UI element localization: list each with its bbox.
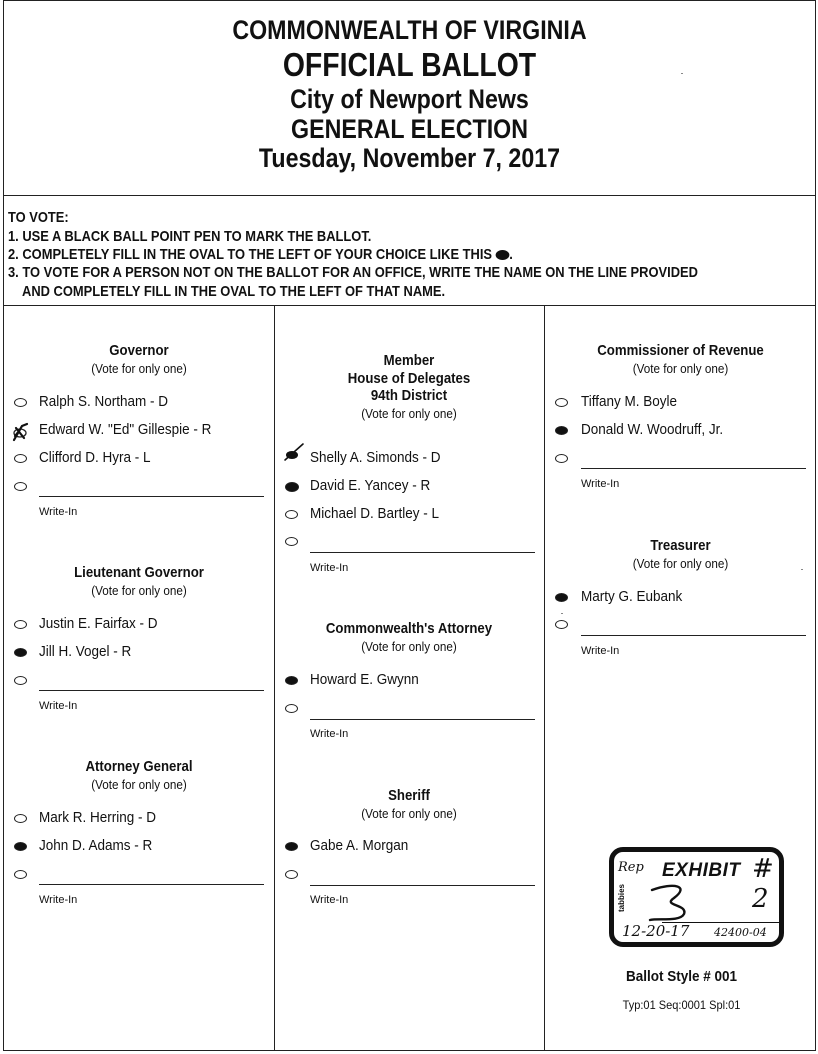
candidate-name: Gabe A. Morgan: [310, 837, 409, 854]
office-title: Commonwealth's Attorney: [325, 620, 493, 637]
write-in-oval[interactable]: [285, 870, 298, 879]
candidate-name: Donald W. Woodruff, Jr.: [581, 421, 724, 438]
ballot-oval[interactable]: [14, 814, 27, 823]
write-in-label: Write-In: [39, 894, 78, 906]
office-title: Governor: [109, 342, 169, 359]
instruction-step-1: 1. USE A BLACK BALL POINT PEN TO MARK THE BALLOT.: [8, 228, 372, 245]
handwritten-mark-icon[interactable]: [10, 420, 32, 444]
ballot-sheet: [3, 0, 816, 1051]
ballot-title: OFFICIAL BALLOT: [282, 46, 537, 83]
instruction-step-2: 2. COMPLETELY FILL IN THE OVAL TO THE LEFT OF YOUR CHOICE LIKE THIS .: [8, 246, 513, 263]
write-in-oval[interactable]: [14, 482, 27, 491]
ballot-oval-filled[interactable]: [14, 648, 27, 657]
ballot-oval-filled[interactable]: [285, 482, 299, 492]
ballot-oval[interactable]: [555, 398, 568, 407]
write-in-line[interactable]: [581, 635, 806, 636]
write-in-oval[interactable]: [555, 620, 568, 629]
vote-for-one-note: (Vote for only one): [361, 806, 457, 821]
election-type: GENERAL ELECTION: [291, 114, 528, 144]
write-in-line[interactable]: [39, 496, 264, 497]
office-title: Attorney General: [85, 758, 193, 775]
write-in-line[interactable]: [310, 552, 535, 553]
instructions-heading: TO VOTE:: [8, 209, 69, 226]
office-title-line-2: House of Delegates: [347, 370, 471, 387]
ballot-oval[interactable]: [14, 398, 27, 407]
office-title: Commissioner of Revenue: [597, 342, 764, 359]
write-in-label: Write-In: [310, 562, 349, 574]
write-in-label: Write-In: [581, 645, 620, 657]
write-in-line[interactable]: [39, 690, 264, 691]
vote-for-one-note: (Vote for only one): [91, 777, 187, 792]
exhibit-reporter: Rep: [618, 860, 644, 875]
write-in-line[interactable]: [39, 884, 264, 885]
write-in-label: Write-In: [39, 700, 78, 712]
write-in-oval[interactable]: [14, 870, 27, 879]
vote-for-one-note: (Vote for only one): [632, 556, 729, 571]
scan-speck: [801, 569, 803, 570]
write-in-line[interactable]: [310, 885, 535, 886]
candidate-name: Jill H. Vogel - R: [39, 643, 132, 660]
handwritten-mark-icon[interactable]: [282, 441, 306, 463]
ballot-oval[interactable]: [14, 620, 27, 629]
candidate-name: Shelly A. Simonds - D: [310, 449, 441, 466]
candidate-name: Marty G. Eubank: [581, 588, 683, 605]
ballot-style-label: Ballot Style # 001: [625, 968, 738, 985]
exhibit-date: 12-20-17: [622, 922, 690, 940]
write-in-line[interactable]: [581, 468, 806, 469]
vote-for-one-note: (Vote for only one): [632, 361, 729, 376]
column-divider: [544, 305, 545, 1050]
ballot-oval[interactable]: [285, 510, 298, 519]
scan-speck: [681, 73, 683, 74]
office-title-line-3: 94th District: [370, 387, 448, 404]
write-in-oval[interactable]: [285, 537, 298, 546]
candidate-name: Michael D. Bartley - L: [310, 505, 440, 522]
office-title: Treasurer: [650, 537, 711, 554]
voting-instructions: [4, 195, 815, 306]
ballot-oval[interactable]: [14, 454, 27, 463]
vote-for-one-note: (Vote for only one): [91, 583, 187, 598]
exhibit-vendor: tabbies: [617, 884, 626, 913]
ballot-oval-filled[interactable]: [285, 676, 298, 685]
election-date: Tuesday, November 7, 2017: [258, 143, 561, 173]
write-in-label: Write-In: [39, 506, 78, 518]
write-in-line[interactable]: [310, 719, 535, 720]
ballot-sequence-info: Typ:01 Seq:0001 Spl:01: [622, 998, 741, 1012]
example-filled-oval-icon: [495, 250, 509, 260]
exhibit-label: EXHIBIT: [662, 860, 741, 881]
candidate-name: Ralph S. Northam - D: [39, 393, 169, 410]
candidate-name: Edward W. "Ed" Gillespie - R: [39, 421, 212, 438]
candidate-name: Howard E. Gwynn: [310, 671, 419, 688]
ballot-oval-filled[interactable]: [555, 426, 568, 435]
write-in-oval[interactable]: [285, 704, 298, 713]
write-in-label: Write-In: [310, 728, 349, 740]
column-divider: [274, 305, 275, 1050]
exhibit-sticker: [609, 847, 784, 947]
office-title-line-1: Member: [383, 352, 435, 369]
candidate-name: Tiffany M. Boyle: [581, 393, 678, 410]
vote-for-one-note: (Vote for only one): [91, 361, 187, 376]
ballot-oval-filled[interactable]: [555, 593, 568, 602]
instruction-step-3: 3. TO VOTE FOR A PERSON NOT ON THE BALLOT FOR AN OFFICE, WRITE THE NAME ON THE LINE PROVIDED: [8, 264, 698, 281]
write-in-label: Write-In: [581, 478, 620, 490]
scan-speck: [561, 613, 563, 614]
ballot-oval-filled[interactable]: [285, 842, 298, 851]
instruction-step-3-continued: AND COMPLETELY FILL IN THE OVAL TO THE LEFT OF THAT NAME.: [22, 283, 446, 300]
candidate-name: Mark R. Herring - D: [39, 809, 157, 826]
office-title: Sheriff: [388, 787, 430, 804]
candidate-name: Clifford D. Hyra - L: [39, 449, 151, 466]
exhibit-number: # 2: [752, 854, 774, 914]
exhibit-code: 42400-04: [714, 926, 767, 939]
candidate-name: David E. Yancey - R: [310, 477, 431, 494]
candidate-name: John D. Adams - R: [39, 837, 153, 854]
signature-icon: [644, 882, 704, 924]
state-title: COMMONWEALTH OF VIRGINIA: [232, 15, 587, 45]
ballot-oval-filled[interactable]: [14, 842, 27, 851]
write-in-oval[interactable]: [555, 454, 568, 463]
office-title: Lieutenant Governor: [74, 564, 204, 581]
vote-for-one-note: (Vote for only one): [361, 406, 457, 421]
candidate-name: Justin E. Fairfax - D: [39, 615, 158, 632]
vote-for-one-note: (Vote for only one): [361, 639, 457, 654]
write-in-label: Write-In: [310, 894, 349, 906]
locality-title: City of Newport News: [290, 84, 529, 114]
write-in-oval[interactable]: [14, 676, 27, 685]
ballot-header: [4, 1, 815, 196]
